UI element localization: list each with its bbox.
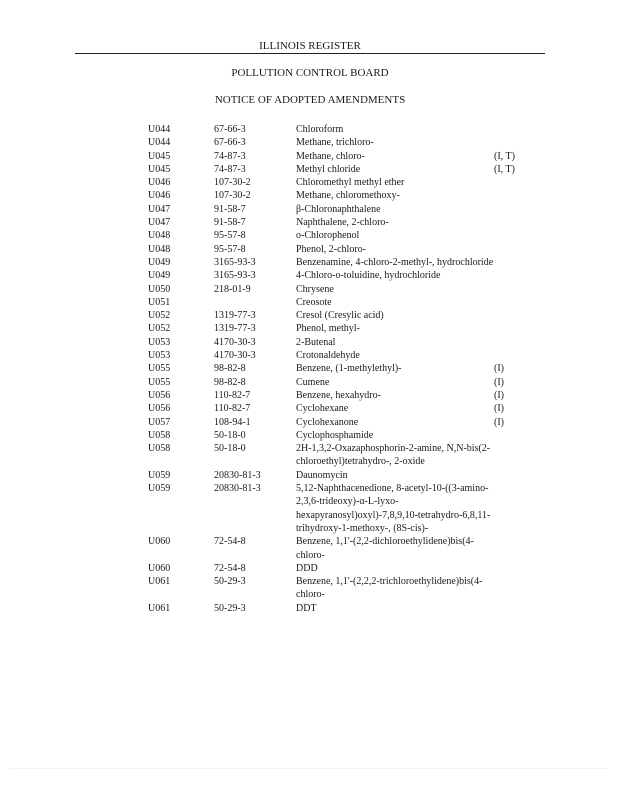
hazard-code: (I): [494, 416, 504, 428]
substance-name: Benzene, 1,1'-(2,2-dichloroethylidene)bis(4-chloro-: [296, 536, 474, 561]
cas-number: 218-01-9: [214, 283, 251, 295]
table-row: [148, 362, 528, 375]
table-row: [148, 296, 528, 309]
table-row: [148, 216, 528, 229]
waste-code: U051: [148, 296, 171, 308]
register-title: ILLINOIS REGISTER: [259, 40, 361, 52]
waste-code: U052: [148, 310, 171, 322]
table-row: [148, 283, 528, 296]
table-row: [148, 429, 528, 442]
substance-name: Chloroform: [296, 124, 344, 135]
table-row: [148, 416, 528, 429]
substance-name: Daunomycin: [296, 469, 348, 481]
cas-number: 74-87-3: [214, 150, 246, 162]
substance-name: Methane, trichloro-: [296, 137, 374, 149]
waste-code: U049: [148, 256, 171, 268]
hazard-code: (I, T): [494, 150, 515, 162]
table-row: [148, 229, 528, 242]
table-row: [148, 309, 528, 322]
table-row: [148, 189, 528, 202]
substance-name: Cresol (Cresylic acid): [296, 310, 384, 322]
cas-number: 110-82-7: [214, 389, 251, 401]
substance-name: o-Chlorophenol: [296, 230, 360, 242]
cas-number: 50-29-3: [214, 602, 246, 614]
waste-code: U055: [148, 376, 171, 388]
table-row: [148, 336, 528, 349]
cas-number: 95-57-8: [214, 243, 246, 255]
cas-number: 20830-81-3: [214, 483, 261, 495]
table-row: [148, 602, 528, 615]
waste-code: U056: [148, 403, 171, 415]
hazard-code: (I): [494, 389, 504, 401]
cas-number: 95-57-8: [214, 230, 246, 242]
board-name: POLLUTION CONTROL BOARD: [231, 67, 389, 79]
cas-number: 4170-30-3: [214, 336, 256, 348]
waste-code: U058: [148, 429, 171, 441]
waste-code: U047: [148, 217, 171, 229]
table-row: [148, 256, 528, 269]
hazard-code: (I): [494, 363, 504, 375]
waste-code: U060: [148, 562, 171, 574]
cas-number: 107-30-2: [214, 177, 251, 189]
table-row: [148, 243, 528, 256]
substance-name: DDD: [296, 562, 318, 574]
table-row: [148, 482, 528, 535]
substance-name: Chrysene: [296, 283, 334, 295]
cas-number: 72-54-8: [214, 536, 246, 548]
footer-rule: [10, 768, 608, 769]
substance-name: Benzene, 1,1'-(2,2,2-trichloroethylidene)bis(4-chloro-: [296, 576, 483, 601]
table-row: [148, 349, 528, 362]
waste-code: U053: [148, 350, 171, 362]
hazard-code: (I): [494, 376, 504, 388]
waste-code: U045: [148, 163, 171, 175]
waste-code: U045: [148, 150, 171, 162]
cas-number: 4170-30-3: [214, 350, 256, 362]
waste-code: U061: [148, 602, 171, 614]
substance-name: Benzene, (1-methylethyl)-: [296, 363, 402, 375]
waste-code: U058: [148, 443, 171, 455]
cas-number: 3165-93-3: [214, 256, 256, 268]
cas-number: 91-58-7: [214, 203, 246, 215]
table-row: [148, 176, 528, 189]
waste-code: U047: [148, 203, 171, 215]
table-row: [148, 322, 528, 335]
hazard-code: (I): [494, 403, 504, 415]
substance-name: Creosote: [296, 296, 332, 308]
substance-name: Methane, chloromethoxy-: [296, 190, 400, 202]
substance-name: β-Chloronaphthalene: [296, 203, 381, 215]
cas-number: 98-82-8: [214, 376, 246, 388]
cas-number: 3165-93-3: [214, 270, 256, 282]
substance-name: Naphthalene, 2-chloro-: [296, 217, 389, 229]
waste-code: U059: [148, 483, 171, 495]
cas-number: 108-94-1: [214, 416, 251, 428]
substance-name: Cyclohexanone: [296, 416, 359, 428]
hazard-code: (I, T): [494, 163, 515, 175]
substance-name: Benzenamine, 4-chloro-2-methyl-, hydrochloride: [296, 256, 494, 268]
table-row: [148, 469, 528, 482]
cas-number: 67-66-3: [214, 137, 246, 149]
substance-name: Cyclophosphamide: [296, 429, 374, 441]
waste-code: U052: [148, 323, 171, 335]
substance-name: 2H-1,3,2-Oxazaphosphorin-2-amine, N,N-bis(2-chloroethyl)tetrahydro-, 2-oxide: [296, 443, 491, 468]
substance-name: 5,12-Naphthacenedione, 8-acetyl-10-((3-amino-2,3,6-trideoxy)-α-L-lyxo-hexapyranosyl)oxyl)-7,8,9,10-tetrahydro-6,8,11-trihydroxy-1-methoxy-, (8S-cis)-: [296, 483, 491, 534]
cas-number: 72-54-8: [214, 562, 246, 574]
header-rule: [75, 53, 545, 54]
waste-code: U057: [148, 416, 171, 428]
waste-code: U060: [148, 536, 171, 548]
table-row: [148, 389, 528, 402]
waste-code: U050: [148, 283, 171, 295]
cas-number: 1319-77-3: [214, 323, 256, 335]
cas-number: 74-87-3: [214, 163, 246, 175]
waste-code: U048: [148, 230, 171, 242]
waste-code: U049: [148, 270, 171, 282]
table-row: [148, 376, 528, 389]
substance-name: Phenol, methyl-: [296, 323, 360, 335]
waste-code: U046: [148, 177, 171, 189]
table-row: [148, 163, 528, 176]
table-row: [148, 136, 528, 149]
waste-code: U053: [148, 336, 171, 348]
table-row: [148, 402, 528, 415]
waste-code: U044: [148, 137, 171, 149]
substance-name: Cyclohexane: [296, 403, 349, 415]
table-row: [148, 575, 528, 602]
cas-number: 50-18-0: [214, 443, 246, 455]
table-row: [148, 562, 528, 575]
cas-number: 91-58-7: [214, 217, 246, 229]
table-row: [148, 269, 528, 282]
waste-code: U056: [148, 389, 171, 401]
cas-number: 50-18-0: [214, 429, 246, 441]
waste-code: U055: [148, 363, 171, 375]
substance-name: Phenol, 2-chloro-: [296, 243, 366, 255]
substance-name: 2-Butenal: [296, 336, 336, 348]
waste-code: U059: [148, 469, 171, 481]
substance-name: Methyl chloride: [296, 163, 361, 175]
waste-code: U061: [148, 576, 171, 588]
table-row: [148, 442, 528, 469]
cas-number: 107-30-2: [214, 190, 251, 202]
waste-code: U046: [148, 190, 171, 202]
table-row: [148, 150, 528, 163]
cas-number: 110-82-7: [214, 403, 251, 415]
waste-code: U044: [148, 124, 171, 135]
substance-name: DDT: [296, 602, 317, 614]
table-row: [148, 535, 528, 562]
table-row: [148, 123, 528, 136]
cas-number: 50-29-3: [214, 576, 246, 588]
cas-number: 20830-81-3: [214, 469, 261, 481]
hazardous-waste-table: [148, 123, 528, 615]
substance-name: Chloromethyl methyl ether: [296, 177, 405, 189]
substance-name: Cumene: [296, 376, 330, 388]
substance-name: Crotonaldehyde: [296, 350, 360, 362]
cas-number: 98-82-8: [214, 363, 246, 375]
cas-number: 67-66-3: [214, 124, 246, 135]
table-row: [148, 203, 528, 216]
substance-name: Methane, chloro-: [296, 150, 365, 162]
waste-code: U048: [148, 243, 171, 255]
cas-number: 1319-77-3: [214, 310, 256, 322]
substance-name: Benzene, hexahydro-: [296, 389, 381, 401]
substance-name: 4-Chloro-o-toluidine, hydrochloride: [296, 270, 441, 282]
notice-title: NOTICE OF ADOPTED AMENDMENTS: [214, 94, 406, 106]
